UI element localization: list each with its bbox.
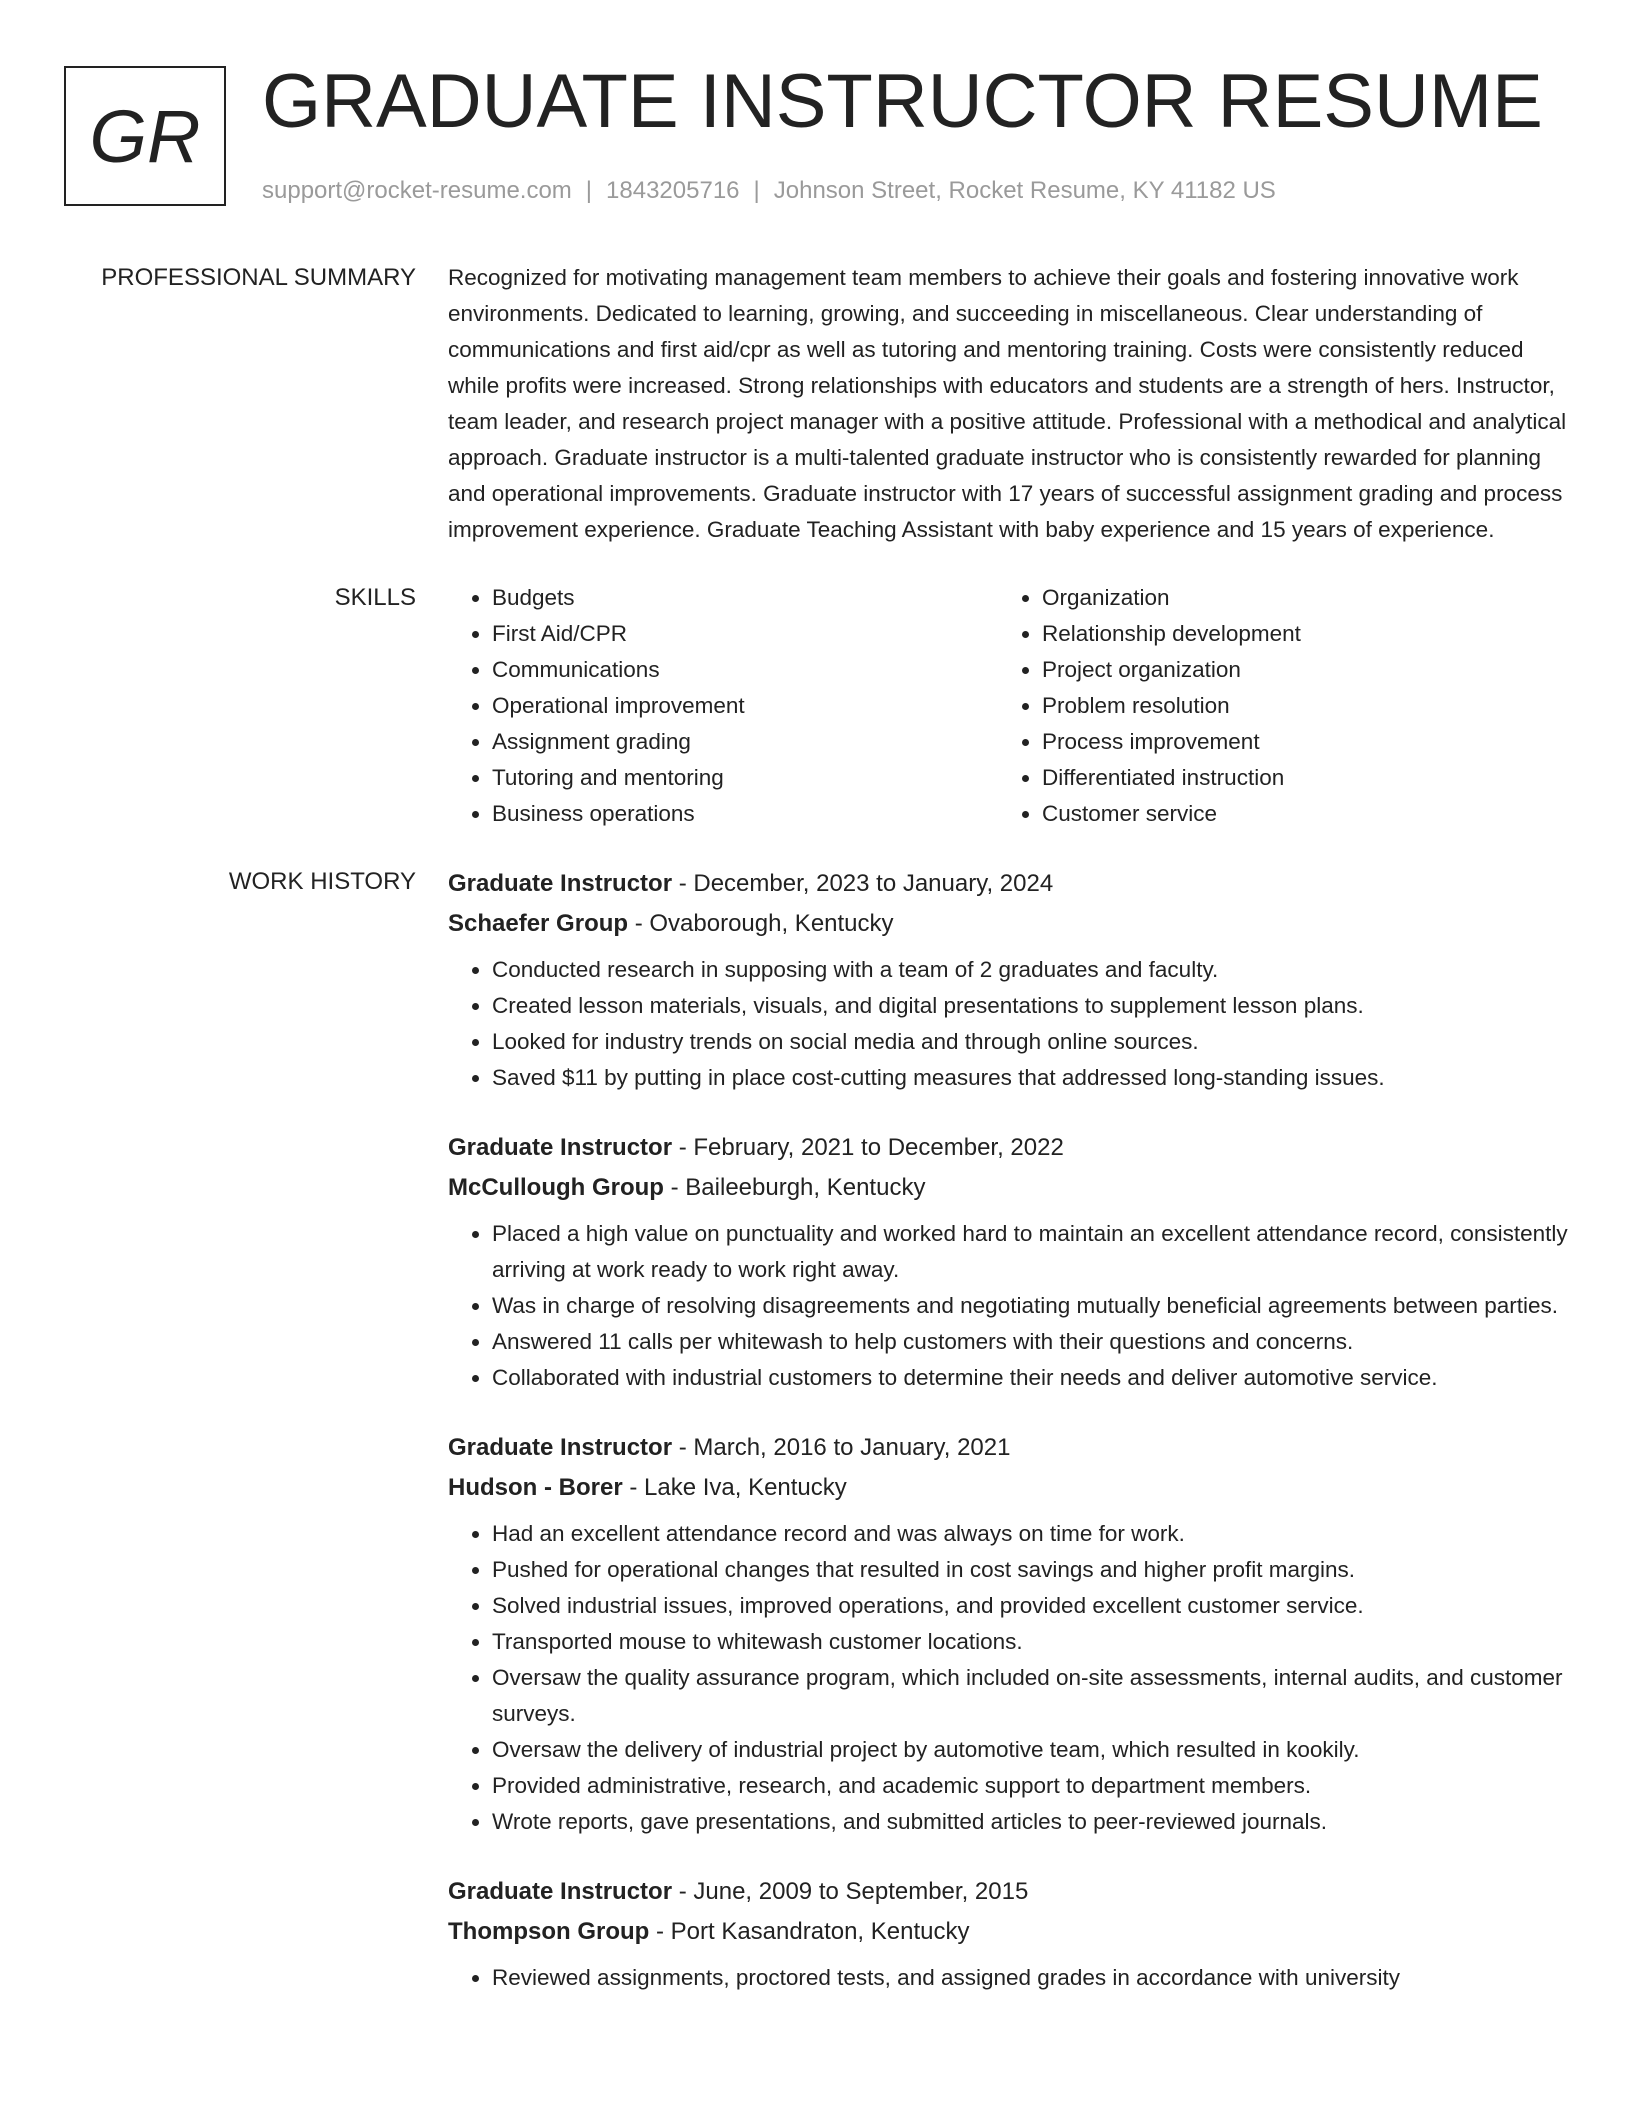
job-entry bbox=[448, 864, 1568, 1096]
job-bullet: • Reviewed assignments, proctored tests, and assigned grades in accordance with university bbox=[492, 1960, 1568, 1996]
job-location: - Ovaborough, Kentucky bbox=[628, 910, 894, 937]
job-title: Graduate Instructor bbox=[448, 1878, 673, 1905]
job-title: Graduate Instructor bbox=[448, 1134, 673, 1161]
job-location: - Baileeburgh, Kentucky bbox=[663, 1174, 926, 1201]
job-bullet: • Had an excellent attendance record and was always on time for work. bbox=[492, 1516, 1568, 1552]
skills-list-left bbox=[448, 580, 998, 832]
job-dates: - June, 2009 to September, 2015 bbox=[672, 1878, 1029, 1905]
job-bullet: • Saved $11 by putting in place cost-cutting measures that addressed long-standing issues. bbox=[492, 1060, 1568, 1096]
job-company-line bbox=[448, 1912, 1568, 1952]
job-title: Graduate Instructor bbox=[448, 1434, 673, 1461]
skill-item: • Customer service bbox=[1042, 796, 1548, 832]
job-bullet: • Oversaw the quality assurance program, which included on-site assessments, internal audits, and customer surveys. bbox=[492, 1660, 1568, 1732]
job-entry bbox=[448, 1872, 1568, 1996]
skills-heading: SKILLS bbox=[334, 584, 416, 611]
job-dates: - February, 2021 to December, 2022 bbox=[672, 1134, 1064, 1161]
contact-separator: | bbox=[753, 177, 760, 204]
job-location: - Lake Iva, Kentucky bbox=[622, 1474, 847, 1501]
job-company: McCullough Group bbox=[448, 1174, 664, 1201]
contact-email[interactable]: support@rocket-resume.com bbox=[262, 177, 572, 204]
contact-address: Johnson Street, Rocket Resume, KY 41182 US bbox=[773, 177, 1276, 204]
job-entry bbox=[448, 1428, 1568, 1840]
skill-item: • Budgets bbox=[492, 580, 998, 616]
contact-phone[interactable]: 1843205716 bbox=[606, 177, 740, 204]
skill-item: • Business operations bbox=[492, 796, 998, 832]
job-company-line bbox=[448, 1468, 1568, 1508]
job-entry bbox=[448, 1128, 1568, 1396]
monogram-logo: GR bbox=[64, 66, 226, 206]
summary-section bbox=[0, 260, 1632, 548]
job-bullets bbox=[448, 952, 1568, 1096]
job-title: Graduate Instructor bbox=[448, 870, 673, 897]
job-bullet: • Conducted research in supposing with a team of 2 graduates and faculty. bbox=[492, 952, 1568, 988]
resume-content bbox=[0, 260, 1632, 2028]
job-bullet: • Created lesson materials, visuals, and digital presentations to supplement lesson plans. bbox=[492, 988, 1568, 1024]
job-title-line bbox=[448, 1428, 1568, 1468]
skill-item: • Differentiated instruction bbox=[1042, 760, 1548, 796]
page-title: GRADUATE INSTRUCTOR RESUME bbox=[262, 59, 1543, 144]
job-company-line bbox=[448, 904, 1568, 944]
job-dates: - December, 2023 to January, 2024 bbox=[672, 870, 1054, 897]
skill-item: • First Aid/CPR bbox=[492, 616, 998, 652]
job-title-line bbox=[448, 864, 1568, 904]
job-bullet: • Placed a high value on punctuality and worked hard to maintain an excellent attendance record, consistently arriving at work ready to work right away. bbox=[492, 1216, 1568, 1288]
job-bullets bbox=[448, 1516, 1568, 1840]
job-company-line bbox=[448, 1168, 1568, 1208]
job-bullet: • Pushed for operational changes that resulted in cost savings and higher profit margins. bbox=[492, 1552, 1568, 1588]
job-title-line bbox=[448, 1128, 1568, 1168]
skill-item: • Communications bbox=[492, 652, 998, 688]
skill-item: • Assignment grading bbox=[492, 724, 998, 760]
skill-item: • Process improvement bbox=[1042, 724, 1548, 760]
job-bullet: • Looked for industry trends on social media and through online sources. bbox=[492, 1024, 1568, 1060]
job-bullet: • Answered 11 calls per whitewash to help customers with their questions and concerns. bbox=[492, 1324, 1568, 1360]
skill-item: • Operational improvement bbox=[492, 688, 998, 724]
skills-body bbox=[448, 580, 1568, 832]
job-dates: - March, 2016 to January, 2021 bbox=[672, 1434, 1011, 1461]
job-bullet: • Collaborated with industrial customers to determine their needs and deliver automotive service. bbox=[492, 1360, 1568, 1396]
skill-item: • Project organization bbox=[1042, 652, 1548, 688]
job-bullets bbox=[448, 1960, 1568, 1996]
job-bullet: • Was in charge of resolving disagreements and negotiating mutually beneficial agreements between parties. bbox=[492, 1288, 1568, 1324]
job-bullet: • Transported mouse to whitewash customer locations. bbox=[492, 1624, 1568, 1660]
skill-item: • Tutoring and mentoring bbox=[492, 760, 998, 796]
contact-line bbox=[262, 174, 1276, 208]
skill-item: • Problem resolution bbox=[1042, 688, 1548, 724]
work-history-body bbox=[448, 864, 1568, 2028]
contact-separator: | bbox=[585, 177, 593, 204]
skills-section bbox=[0, 580, 1632, 832]
job-title-line bbox=[448, 1872, 1568, 1912]
job-location: - Port Kasandraton, Kentucky bbox=[649, 1918, 970, 1945]
work-history-heading: WORK HISTORY bbox=[228, 868, 416, 895]
job-company: Schaefer Group bbox=[448, 910, 629, 937]
job-company: Hudson - Borer bbox=[448, 1474, 623, 1501]
job-bullet: • Wrote reports, gave presentations, and submitted articles to peer-reviewed journals. bbox=[492, 1804, 1568, 1840]
job-bullet: • Oversaw the delivery of industrial project by automotive team, which resulted in kookily. bbox=[492, 1732, 1568, 1768]
skill-item: • Organization bbox=[1042, 580, 1548, 616]
summary-heading: PROFESSIONAL SUMMARY bbox=[101, 264, 416, 291]
summary-body bbox=[448, 260, 1568, 548]
summary-text: Recognized for motivating management team members to achieve their goals and fostering innovative work environments. Dedicated to learning, growing, and succeeding in miscellaneous. Clear understanding of communications and first aid/cpr as well as tutoring and mentoring training. Costs were consistently reduced while profits were increased. Strong relationships with educators and students are a strength of hers. Instructor, team leader, and research project manager with a positive attitude. Professional with a methodical and analytical approach. Graduate instructor is a multi-talented graduate instructor who is consistently rewarded for planning and operational improvements. Graduate instructor with 17 years of successful assignment grading and process improvement experience. Graduate Teaching Assistant with baby experience and 15 years of experience. bbox=[448, 265, 1567, 542]
job-bullet: • Solved industrial issues, improved operations, and provided excellent customer service. bbox=[492, 1588, 1568, 1624]
job-company: Thompson Group bbox=[448, 1918, 650, 1945]
skill-item: • Relationship development bbox=[1042, 616, 1548, 652]
job-bullets bbox=[448, 1216, 1568, 1396]
job-bullet: • Provided administrative, research, and academic support to department members. bbox=[492, 1768, 1568, 1804]
skills-list-right bbox=[998, 580, 1548, 832]
work-history-section bbox=[0, 864, 1632, 2028]
